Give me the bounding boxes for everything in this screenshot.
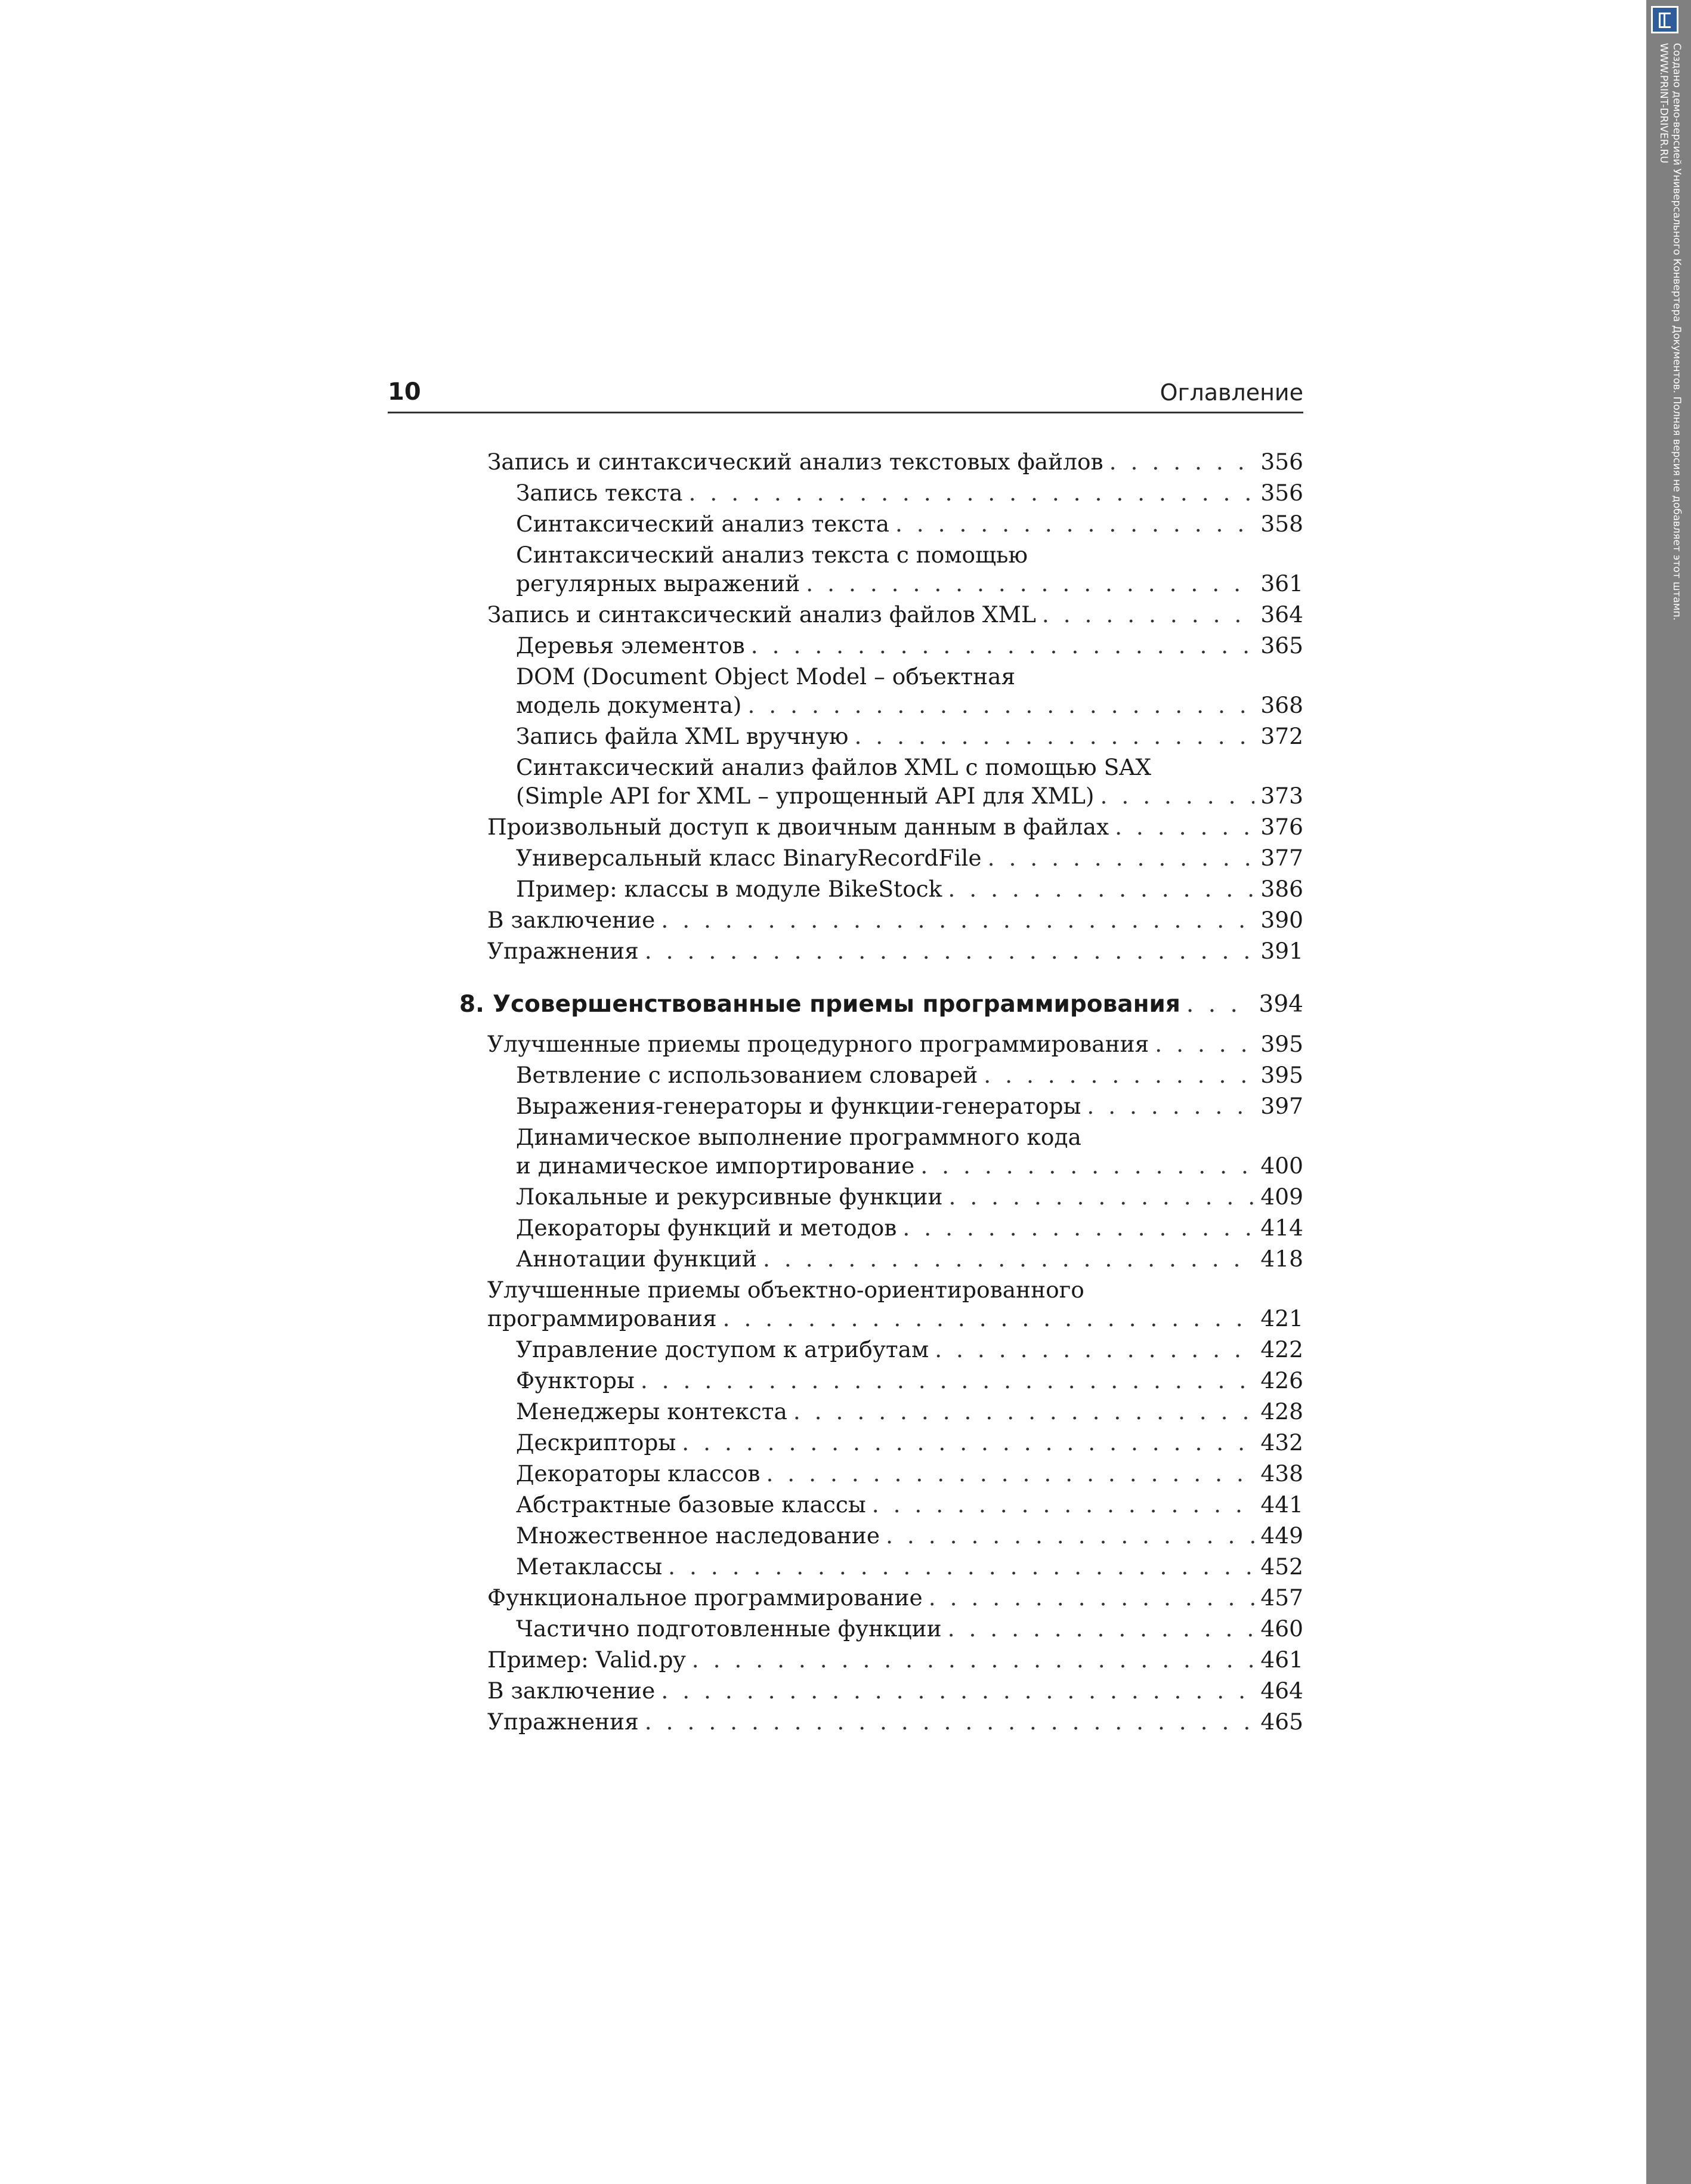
toc-entry-line: [459, 990, 1303, 1019]
toc-page-number: 395: [1260, 1031, 1303, 1057]
toc-entry-title: [516, 1459, 760, 1488]
toc-entry: [459, 1583, 1303, 1612]
toc-entry-title-text: регулярных выражений: [516, 570, 800, 597]
dot-leader: [1042, 600, 1255, 629]
dot-leader: [1087, 1092, 1254, 1120]
toc-entry: [459, 1123, 1303, 1180]
toc-entry-title: [516, 478, 683, 507]
toc-entry-title: [516, 569, 800, 598]
toc-page-number: 409: [1260, 1184, 1303, 1210]
toc-entry-line: [516, 1182, 1303, 1211]
toc-entry-title: [487, 1707, 639, 1736]
toc-entry-title: [487, 447, 1103, 476]
toc-page-number: 394: [1259, 991, 1303, 1018]
toc-entry: [459, 1428, 1303, 1457]
toc-entry: [459, 1490, 1303, 1519]
toc-entry: [459, 1614, 1303, 1643]
toc-entry-line: [516, 1428, 1303, 1457]
toc-page-number: 356: [1260, 449, 1303, 475]
toc-entry-line: [487, 1304, 1303, 1333]
watermark-line-1: Создано демо-версией Универсального Конвертера Документов. Полная версия не добавляет этот штамп.: [1671, 43, 1683, 621]
page-number: 10: [388, 378, 421, 406]
toc-entry-line: [487, 937, 1303, 965]
toc-entry-line: [516, 691, 1303, 719]
dot-leader: [747, 691, 1254, 719]
toc-entry-title: [516, 1552, 662, 1581]
toc-entry-title-text: В заключение: [487, 1678, 656, 1704]
toc-entry-title: [516, 1182, 943, 1211]
dot-leader: [949, 1182, 1255, 1211]
toc-entry-title: [487, 813, 1109, 841]
toc-entry: [459, 1244, 1303, 1273]
toc-entry-title: [516, 875, 942, 903]
toc-entry-line: [487, 1030, 1303, 1058]
toc-entry-title: [487, 600, 1036, 629]
toc-entry-title: [516, 1521, 880, 1550]
toc-entry-title: [516, 509, 889, 538]
toc-page-number: 376: [1260, 814, 1303, 840]
toc-entry-line: [516, 1092, 1303, 1120]
toc-entry: [459, 1092, 1303, 1120]
toc-entry-title-text: Синтаксический анализ текста: [516, 511, 889, 537]
toc-entry: [459, 1275, 1303, 1333]
toc-page-number: 373: [1260, 783, 1303, 809]
toc-entry-title-text: Упражнения: [487, 938, 639, 964]
watermark-line-2: WWW.PRINT-DRIVER.RU: [1658, 43, 1670, 163]
dot-leader: [689, 478, 1255, 507]
dot-leader: [854, 722, 1254, 750]
toc-entry-line: [516, 1397, 1303, 1426]
toc-entry-title: [516, 781, 1095, 810]
dot-leader: [886, 1521, 1254, 1550]
toc-entry-title-text: (Simple API for XML – упрощенный API для XML): [516, 783, 1095, 809]
toc-entry-title-line: Динамическое выполнение программного кода: [516, 1124, 1081, 1150]
toc-entry: [459, 1335, 1303, 1364]
toc-page-number: 390: [1260, 907, 1303, 933]
toc-entry-title-text: Универсальный класс BinaryRecordFile: [516, 845, 982, 871]
toc-page-number: 397: [1260, 1093, 1303, 1119]
toc-entry-title-text: Дескрипторы: [516, 1429, 676, 1456]
toc-page-number: 426: [1260, 1367, 1303, 1394]
toc-entry-title-text: Запись текста: [516, 480, 683, 506]
dot-leader: [920, 1151, 1254, 1180]
toc-entry-title-text: Пример: классы в модуле BikeStock: [516, 876, 942, 902]
toc-entry-title-text: Множественное наследование: [516, 1522, 880, 1549]
toc-page-number: 452: [1260, 1553, 1303, 1580]
toc-entry-title-text: Пример: Valid.py: [487, 1647, 686, 1673]
toc-entry-line: [516, 1366, 1303, 1395]
toc-entry: [459, 1397, 1303, 1426]
dot-leader: [1100, 781, 1255, 810]
toc-entry-title-text: Частично подготовленные функции: [516, 1615, 942, 1642]
table-of-contents: [459, 447, 1303, 1738]
toc-entry: [459, 478, 1303, 507]
document-converter-logo-icon: [1651, 6, 1678, 33]
dot-leader: [645, 1707, 1255, 1736]
toc-chapter: [459, 990, 1303, 1019]
toc-entry-title: [516, 1366, 635, 1395]
toc-entry: [459, 1366, 1303, 1395]
toc-entry-line: [516, 1614, 1303, 1643]
toc-entry-line: [487, 600, 1303, 629]
toc-entry-line: [516, 1151, 1303, 1180]
toc-entry: [459, 1552, 1303, 1581]
toc-page-number: 356: [1260, 480, 1303, 506]
toc-entry-title-text: Абстрактные базовые классы: [516, 1491, 866, 1518]
toc-entry-line: [516, 1213, 1303, 1242]
dot-leader: [723, 1304, 1255, 1333]
toc-entry-title: [516, 1428, 676, 1457]
toc-page-number: 414: [1260, 1215, 1303, 1241]
toc-entry-title: [487, 906, 655, 934]
toc-entry: [459, 447, 1303, 476]
toc-entry-title-text: модель документа): [516, 692, 742, 718]
dot-leader: [984, 1061, 1254, 1089]
dot-leader: [895, 509, 1254, 538]
toc-entry: [459, 937, 1303, 965]
toc-entry-title-line: Улучшенные приемы объектно-ориентированного: [487, 1277, 1084, 1303]
dot-leader: [793, 1397, 1255, 1426]
page-header: [388, 375, 1303, 413]
toc-entry: [459, 813, 1303, 841]
toc-entry-title: [516, 1151, 914, 1180]
toc-entry-title-text: Запись и синтаксический анализ текстовых файлов: [487, 449, 1103, 475]
dot-leader: [806, 569, 1254, 598]
toc-page-number: 461: [1260, 1647, 1303, 1673]
toc-entry-title-text: Менеджеры контекста: [516, 1398, 787, 1425]
toc-entry: [459, 875, 1303, 903]
dot-leader: [935, 1335, 1254, 1364]
dot-leader: [948, 1614, 1255, 1643]
toc-page-number: 372: [1260, 723, 1303, 749]
toc-page-number: 368: [1260, 692, 1303, 718]
toc-entry-line: [516, 1459, 1303, 1488]
toc-entry-title-text: программирования: [487, 1305, 717, 1332]
toc-page-number: 422: [1260, 1336, 1303, 1363]
toc-page-number: 364: [1260, 601, 1303, 628]
toc-entry-title: [516, 631, 745, 660]
toc-entry-title: [516, 1092, 1081, 1120]
toc-entry-title-text: Функторы: [516, 1367, 635, 1394]
toc-entry-line: [516, 478, 1303, 507]
dot-leader: [641, 1366, 1255, 1395]
toc-entry-title-text: Метаклассы: [516, 1553, 663, 1580]
toc-entry-line: [516, 1061, 1303, 1089]
toc-entry-title: [516, 691, 741, 719]
toc-entry-title-text: Произвольный доступ к двоичным данным в файлах: [487, 814, 1109, 840]
toc-entry: [459, 600, 1303, 629]
toc-page-number: 365: [1260, 632, 1303, 659]
toc-page-number: 465: [1260, 1709, 1303, 1735]
dot-leader: [1109, 447, 1255, 476]
toc-page-number: 449: [1260, 1522, 1303, 1549]
toc-entry: [459, 906, 1303, 934]
watermark-text: [1657, 43, 1683, 620]
toc-entry: [459, 1676, 1303, 1705]
toc-entry-line: [516, 1552, 1303, 1581]
toc-entry-title: [459, 990, 1180, 1019]
dot-leader: [668, 1552, 1254, 1581]
toc-entry-title-text: Деревья элементов: [516, 632, 745, 659]
toc-entry-line: [516, 509, 1303, 538]
toc-entry-line: [516, 1521, 1303, 1550]
toc-entry-line: [516, 1490, 1303, 1519]
toc-entry-title-line: DOM (Document Object Model – объектная: [516, 663, 1016, 690]
toc-entry-title-text: Декораторы классов: [516, 1460, 761, 1487]
dot-leader: [645, 937, 1255, 965]
toc-entry-line: [516, 722, 1303, 750]
toc-entry-line: [487, 1676, 1303, 1705]
toc-entry-line: [487, 1645, 1303, 1674]
dot-leader: [692, 1645, 1255, 1674]
toc-page-number: 391: [1260, 938, 1303, 964]
toc-entry-title: [487, 937, 639, 965]
toc-entry: [459, 753, 1303, 810]
toc-entry-title: [516, 1490, 866, 1519]
toc-entry-title-text: Запись файла XML вручную: [516, 723, 849, 749]
toc-entry-title-text: Управление доступом к атрибутам: [516, 1336, 929, 1363]
toc-page-number: 438: [1260, 1460, 1303, 1487]
toc-entry-title-text: и динамическое импортирование: [516, 1153, 915, 1179]
toc-entry-title-text: В заключение: [487, 907, 656, 933]
toc-page-number: 432: [1260, 1429, 1303, 1456]
watermark-sidebar: [1646, 0, 1691, 2184]
toc-entry-title: [487, 1676, 655, 1705]
dot-leader: [661, 1676, 1254, 1705]
toc-entry-line: [516, 1244, 1303, 1273]
toc-entry-title-text: Декораторы функций и методов: [516, 1215, 897, 1241]
toc-entry-line: [516, 1335, 1303, 1364]
toc-entry-line: [516, 569, 1303, 598]
toc-entry: [459, 1707, 1303, 1736]
toc-entry-line: [516, 631, 1303, 660]
dot-leader: [1186, 990, 1253, 1019]
dot-leader: [682, 1428, 1254, 1457]
toc-entry-title: [516, 1335, 929, 1364]
toc-entry-title: [487, 1583, 923, 1612]
toc-entry: [459, 722, 1303, 750]
toc-entry-title: [516, 844, 982, 872]
toc-entry: [459, 631, 1303, 660]
toc-entry-title-text: Выражения-генераторы и функции-генераторы: [516, 1093, 1081, 1119]
toc-entry-title-line: Синтаксический анализ текста с помощью: [516, 542, 1028, 568]
toc-page-number: 400: [1260, 1153, 1303, 1179]
toc-entry-title: [516, 722, 848, 750]
chapter-number: 8.: [459, 991, 484, 1018]
toc-entry: [459, 1030, 1303, 1058]
toc-entry-line: [487, 447, 1303, 476]
toc-entry-title: [516, 1614, 942, 1643]
toc-entry-title-text: Запись и синтаксический анализ файлов XML: [487, 601, 1036, 628]
dot-leader: [1155, 1030, 1254, 1058]
toc-entry-line: [487, 906, 1303, 934]
toc-entry: [459, 662, 1303, 719]
toc-page-number: 421: [1260, 1305, 1303, 1332]
toc-page-number: 395: [1260, 1062, 1303, 1088]
toc-entry-title: [516, 1213, 896, 1242]
toc-entry-title: [487, 1645, 686, 1674]
dot-leader: [763, 1244, 1254, 1273]
toc-entry-title-text: Локальные и рекурсивные функции: [516, 1184, 943, 1210]
toc-page-number: 464: [1260, 1678, 1303, 1704]
toc-entry-title-text: Ветвление с использованием словарей: [516, 1062, 978, 1088]
toc-entry-line: [487, 813, 1303, 841]
dot-leader: [902, 1213, 1254, 1242]
toc-page-number: 418: [1260, 1246, 1303, 1272]
dot-leader: [751, 631, 1255, 660]
toc-entry: [459, 1061, 1303, 1089]
dot-leader: [661, 906, 1254, 934]
toc-page-number: 377: [1260, 845, 1303, 871]
toc-page-number: 460: [1260, 1615, 1303, 1642]
dot-leader: [988, 844, 1255, 872]
toc-entry-title-text: Усовершенствованные приемы программирования: [492, 991, 1180, 1018]
toc-entry-title: [487, 1304, 717, 1333]
toc-entry-line: [487, 1707, 1303, 1736]
toc-entry: [459, 1213, 1303, 1242]
toc-entry-title-line: Синтаксический анализ файлов XML с помощью SAX: [516, 754, 1152, 780]
toc-entry-line: [487, 1583, 1303, 1612]
toc-page-number: 428: [1260, 1398, 1303, 1425]
toc-entry: [459, 844, 1303, 872]
toc-page-number: 386: [1260, 876, 1303, 902]
dot-leader: [872, 1490, 1255, 1519]
toc-entry: [459, 540, 1303, 598]
toc-entry: [459, 1182, 1303, 1211]
dot-leader: [1115, 813, 1254, 841]
toc-entry: [459, 1645, 1303, 1674]
toc-entry: [459, 1521, 1303, 1550]
toc-entry: [459, 509, 1303, 538]
toc-page-number: 358: [1260, 511, 1303, 537]
dot-leader: [929, 1583, 1255, 1612]
toc-entry: [459, 1459, 1303, 1488]
toc-entry-title-text: Улучшенные приемы процедурного программирования: [487, 1031, 1149, 1057]
toc-page-number: 457: [1260, 1584, 1303, 1611]
toc-entry-line: [516, 844, 1303, 872]
toc-entry-title-text: Аннотации функций: [516, 1246, 758, 1272]
toc-page-number: 441: [1260, 1491, 1303, 1518]
toc-entry-title-text: Упражнения: [487, 1709, 639, 1735]
toc-entry-title: [516, 1397, 787, 1426]
dot-leader: [948, 875, 1254, 903]
toc-entry-line: [516, 875, 1303, 903]
toc-entry-line: [516, 781, 1303, 810]
dot-leader: [766, 1459, 1254, 1488]
toc-page-number: 361: [1260, 570, 1303, 597]
toc-entry-title: [516, 1244, 757, 1273]
toc-entry-title: [516, 1061, 978, 1089]
running-title: Оглавление: [1160, 379, 1303, 406]
toc-entry-title-text: Функциональное программирование: [487, 1584, 923, 1611]
toc-entry-title: [487, 1030, 1149, 1058]
